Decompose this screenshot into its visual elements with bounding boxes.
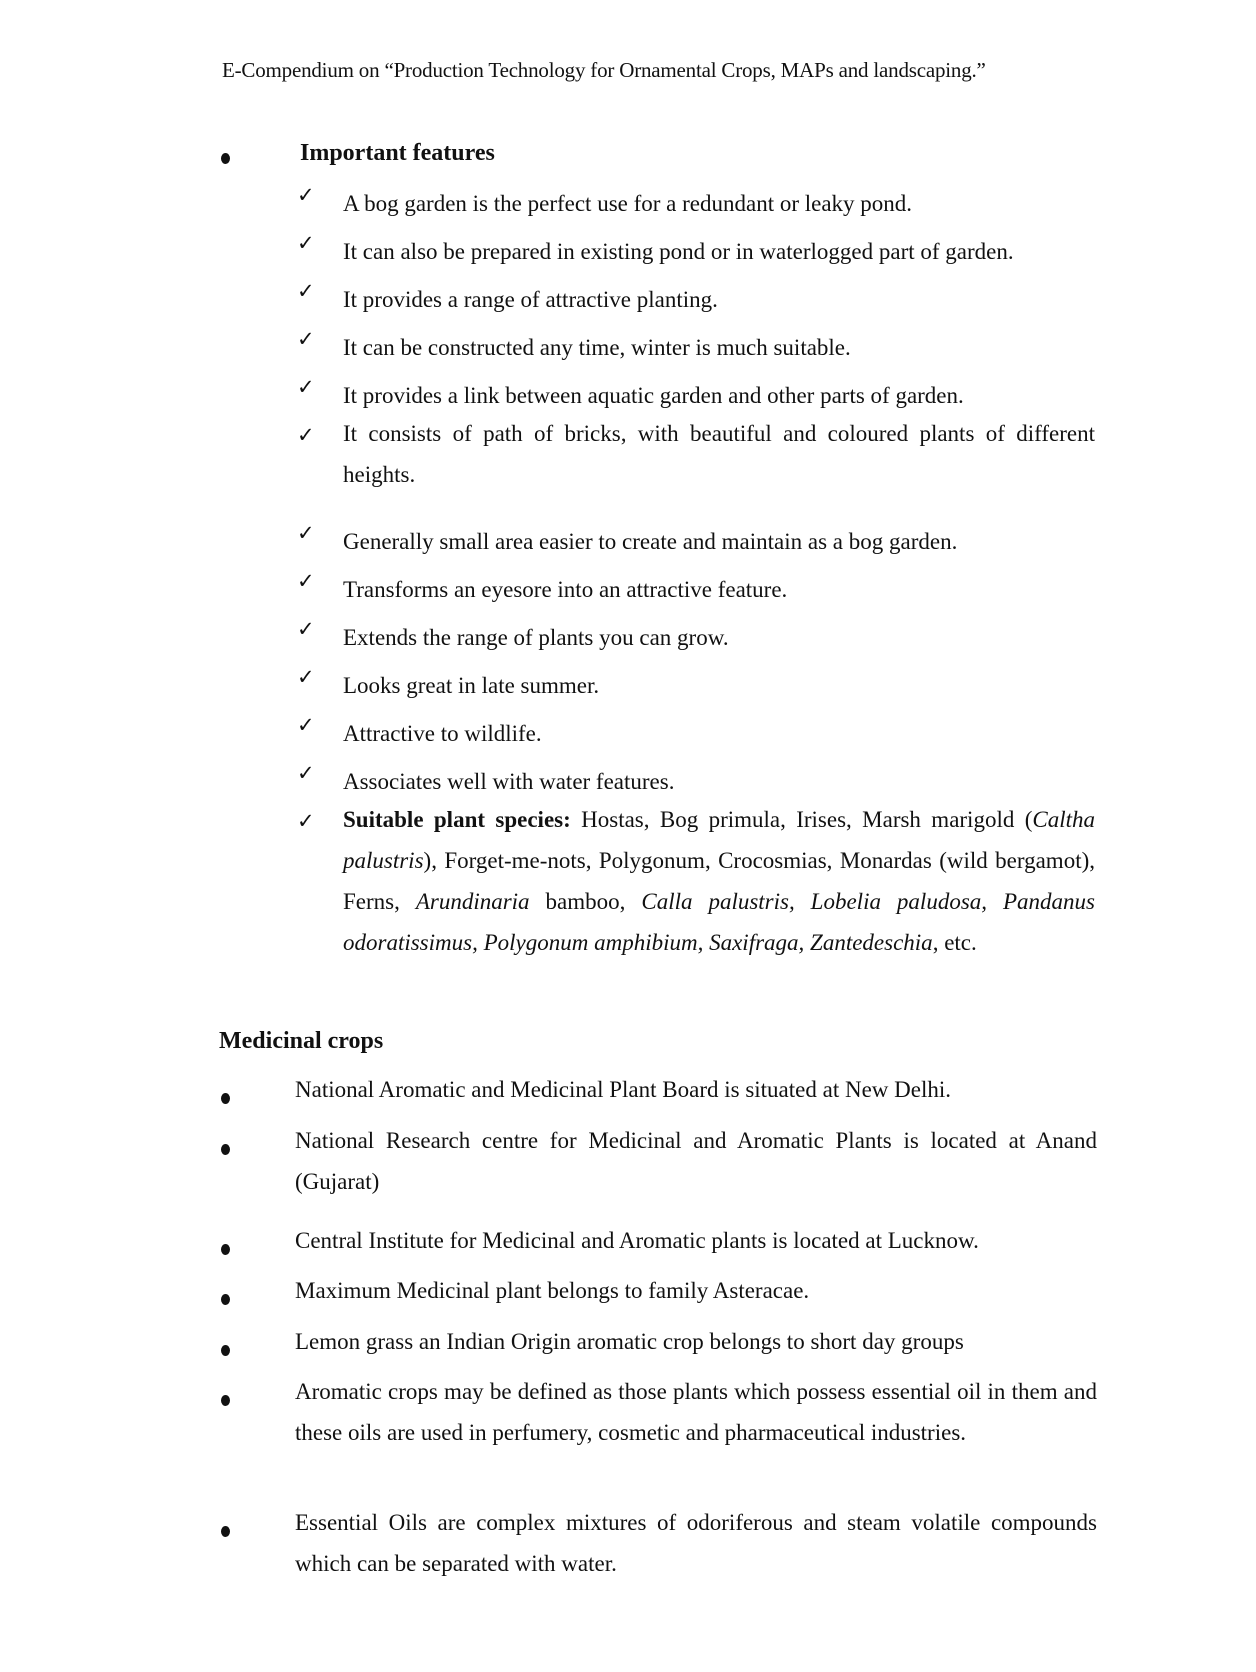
check-icon: ✓ <box>297 327 315 351</box>
bullet-icon <box>221 1294 230 1305</box>
plant-species-label: Suitable plant species: <box>343 807 571 832</box>
bullet-icon <box>221 1244 230 1255</box>
check-icon: ✓ <box>297 809 315 833</box>
document-header: E-Compendium on “Production Technology for Ornamental Crops, MAPs and landscaping.” <box>222 58 986 82</box>
check-icon: ✓ <box>297 183 315 207</box>
bullet-icon <box>221 1395 230 1406</box>
bullet-icon <box>221 1144 230 1155</box>
check-icon: ✓ <box>297 279 315 303</box>
medicinal-crops-heading: Medicinal crops <box>219 1028 384 1054</box>
bullet-icon <box>221 1345 230 1356</box>
check-icon: ✓ <box>297 761 315 785</box>
important-features-heading: Important features <box>300 140 495 166</box>
check-icon: ✓ <box>297 423 315 447</box>
check-icon: ✓ <box>297 665 315 689</box>
check-icon: ✓ <box>297 231 315 255</box>
check-icon: ✓ <box>297 521 315 545</box>
bullet-icon <box>221 1093 230 1104</box>
check-icon: ✓ <box>297 713 315 737</box>
check-icon: ✓ <box>297 617 315 641</box>
bullet-icon <box>221 153 230 164</box>
plant-species-text: Suitable plant species: Hostas, Bog primula, Irises, Marsh marigold (Caltha palustris), Forget-me-nots, Polygonum, Crocosmias, Monardas (wild bergamot), Ferns, Arundinaria bamboo, Calla palustris, Lobelia paludosa, Pandanus odoratissimus, Polygonum amphibium, Saxifraga, Zantedeschia, etc. <box>343 807 1095 955</box>
check-icon: ✓ <box>297 375 315 399</box>
bullet-icon <box>221 1526 230 1537</box>
check-icon: ✓ <box>297 569 315 593</box>
